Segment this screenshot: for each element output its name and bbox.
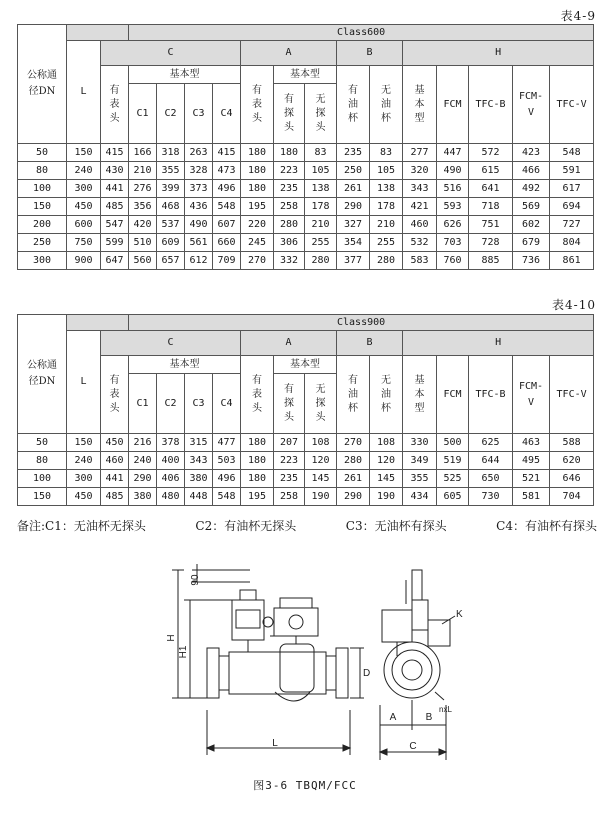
table-cell: 605 — [437, 488, 469, 506]
table-cell: 599 — [101, 234, 129, 252]
table-cell: 280 — [337, 452, 370, 470]
table-cell: 492 — [513, 180, 550, 198]
table-cell: 277 — [403, 144, 437, 162]
table-cell: 223 — [274, 452, 305, 470]
table-row — [18, 180, 594, 198]
table-cell: 466 — [513, 162, 550, 180]
table-cell: 320 — [403, 162, 437, 180]
table-cell: 380 — [129, 488, 157, 506]
table-cell: 356 — [129, 198, 157, 216]
table-cell: 626 — [437, 216, 469, 234]
table-cell: 525 — [437, 470, 469, 488]
table-cell: 736 — [513, 252, 550, 270]
header-c3: C3 — [185, 84, 213, 144]
table-body — [18, 434, 594, 506]
table-cell: 261 — [337, 470, 370, 488]
header-c2: C2 — [157, 374, 185, 434]
table-cell: 679 — [513, 234, 550, 252]
header-c-basic: 基本型 — [129, 66, 241, 84]
table-cell: 332 — [274, 252, 305, 270]
table-cell: 210 — [370, 216, 403, 234]
dim-d: D — [363, 668, 371, 679]
table-cell: 180 — [241, 144, 274, 162]
table-cell: 210 — [305, 216, 337, 234]
table-cell: 250 — [18, 234, 67, 252]
table-cell: 434 — [403, 488, 437, 506]
table-cell: 315 — [185, 434, 213, 452]
header-tfc-v: TFC-V — [550, 66, 594, 144]
class-title: Class600 — [129, 25, 594, 41]
table-cell: 138 — [370, 180, 403, 198]
table-cell: 885 — [469, 252, 513, 270]
table-cell: 50 — [18, 144, 67, 162]
table-cell: 519 — [437, 452, 469, 470]
header-c: C — [101, 331, 241, 356]
table-cell: 354 — [337, 234, 370, 252]
table-cell: 300 — [67, 470, 101, 488]
table-cell: 441 — [101, 180, 129, 198]
table-cell: 328 — [185, 162, 213, 180]
table-cell: 516 — [437, 180, 469, 198]
table-cell: 548 — [213, 198, 241, 216]
table-cell: 250 — [337, 162, 370, 180]
table-cell: 450 — [101, 434, 129, 452]
table-cell: 195 — [241, 198, 274, 216]
header-fcm: FCM — [437, 356, 469, 434]
table-cell: 420 — [129, 216, 157, 234]
table-cell: 569 — [513, 198, 550, 216]
table-cell: 537 — [157, 216, 185, 234]
table-cell: 240 — [67, 162, 101, 180]
header-c2: C2 — [157, 84, 185, 144]
table-cell: 532 — [403, 234, 437, 252]
table-cell: 290 — [337, 488, 370, 506]
header-c-basic: 基本型 — [129, 356, 241, 374]
table-cell: 166 — [129, 144, 157, 162]
header-a-gauge: 有表头 — [241, 356, 274, 434]
table-cell: 245 — [241, 234, 274, 252]
table-cell: 602 — [513, 216, 550, 234]
table-cell: 503 — [213, 452, 241, 470]
table-cell: 270 — [337, 434, 370, 452]
table-cell: 430 — [101, 162, 129, 180]
table-row — [18, 452, 594, 470]
table-cell: 600 — [67, 216, 101, 234]
header-c-gauge: 有表头 — [101, 356, 129, 434]
table-cell: 460 — [403, 216, 437, 234]
header-h: H — [403, 41, 594, 66]
table-cell: 760 — [437, 252, 469, 270]
table-cell: 258 — [274, 198, 305, 216]
table-row — [18, 434, 594, 452]
header-dn: 公称通径DN — [18, 25, 67, 144]
dim-l: L — [272, 738, 278, 749]
table-cell: 436 — [185, 198, 213, 216]
table-cell: 727 — [550, 216, 594, 234]
table-cell: 415 — [213, 144, 241, 162]
table-cell: 180 — [241, 162, 274, 180]
header-b-oil: 有油杯 — [337, 66, 370, 144]
table-cell: 485 — [101, 488, 129, 506]
table-cell: 548 — [550, 144, 594, 162]
table-cell: 641 — [469, 180, 513, 198]
table-cell: 477 — [213, 434, 241, 452]
table-cell: 460 — [101, 452, 129, 470]
table-cell: 709 — [213, 252, 241, 270]
table-cell: 521 — [513, 470, 550, 488]
table-cell: 180 — [274, 144, 305, 162]
table-cell: 625 — [469, 434, 513, 452]
header-h-basic: 基本型 — [403, 66, 437, 144]
class-title: Class900 — [129, 315, 594, 331]
table-row — [18, 144, 594, 162]
table-cell: 150 — [67, 434, 101, 452]
table-cell: 450 — [67, 198, 101, 216]
table-row — [18, 216, 594, 234]
table-cell: 441 — [101, 470, 129, 488]
header-b-oil: 有油杯 — [337, 356, 370, 434]
table-cell: 373 — [185, 180, 213, 198]
table-cell: 399 — [157, 180, 185, 198]
header-a-gauge: 有表头 — [241, 66, 274, 144]
table-cell: 276 — [129, 180, 157, 198]
header-tfc-v: TFC-V — [550, 356, 594, 434]
table-cell: 607 — [213, 216, 241, 234]
header-dn: 公称通径DN — [18, 315, 67, 434]
table-cell: 145 — [370, 470, 403, 488]
table-cell: 704 — [550, 488, 594, 506]
dim-b: B — [425, 712, 433, 723]
header-l: L — [67, 331, 101, 434]
table-cell: 861 — [550, 252, 594, 270]
table-cell: 150 — [18, 198, 67, 216]
table-cell: 660 — [213, 234, 241, 252]
table-cell: 703 — [437, 234, 469, 252]
table-cell: 120 — [305, 452, 337, 470]
table-cell: 415 — [101, 144, 129, 162]
table-row — [18, 252, 594, 270]
table-cell: 380 — [185, 470, 213, 488]
table-cell: 496 — [213, 470, 241, 488]
header-b-nooil: 无油杯 — [370, 66, 403, 144]
table-cell: 750 — [67, 234, 101, 252]
dim-h1: H1 — [178, 645, 189, 659]
table-cell: 263 — [185, 144, 213, 162]
table-cell: 510 — [129, 234, 157, 252]
table-cell: 108 — [305, 434, 337, 452]
table-cell: 547 — [101, 216, 129, 234]
header-fcm-v: FCM-V — [513, 356, 550, 434]
table-cell: 644 — [469, 452, 513, 470]
dim-h: H — [166, 634, 177, 642]
header-tfc-b: TFC-B — [469, 66, 513, 144]
table-cell: 330 — [403, 434, 437, 452]
header-a: A — [241, 331, 337, 356]
header-a: A — [241, 41, 337, 66]
table-cell: 290 — [129, 470, 157, 488]
header-c1: C1 — [129, 84, 157, 144]
table-cell: 300 — [18, 252, 67, 270]
label-k: K — [456, 609, 463, 620]
table-cell: 490 — [437, 162, 469, 180]
table-cell: 180 — [241, 434, 274, 452]
table-cell: 473 — [213, 162, 241, 180]
table-cell: 100 — [18, 180, 67, 198]
table-cell: 255 — [305, 234, 337, 252]
table-cell: 190 — [370, 488, 403, 506]
figure-caption: 图3-6 TBQM/FCC — [253, 779, 357, 792]
table-cell: 900 — [67, 252, 101, 270]
table-cell: 100 — [18, 470, 67, 488]
table-cell: 480 — [157, 488, 185, 506]
footnote-item-3: C3：无油杯有探头 — [345, 519, 447, 533]
table-cell: 468 — [157, 198, 185, 216]
table-cell: 240 — [67, 452, 101, 470]
header-h-basic: 基本型 — [403, 356, 437, 434]
table-cell: 378 — [157, 434, 185, 452]
footnote-item-1: 备注:C1：无油杯无探头 — [17, 519, 146, 533]
table-cell: 178 — [305, 198, 337, 216]
table-cell: 150 — [67, 144, 101, 162]
table-cell: 80 — [18, 452, 67, 470]
table-cell: 180 — [241, 452, 274, 470]
table-cell: 657 — [157, 252, 185, 270]
table-body — [18, 144, 594, 270]
label-nxl: nxL — [439, 705, 452, 714]
header-b: B — [337, 331, 403, 356]
table-cell: 400 — [157, 452, 185, 470]
table-cell: 300 — [67, 180, 101, 198]
table-cell: 145 — [305, 470, 337, 488]
table-cell: 694 — [550, 198, 594, 216]
header-fcm: FCM — [437, 66, 469, 144]
table-cell: 650 — [469, 470, 513, 488]
table-row — [18, 470, 594, 488]
table-cell: 178 — [370, 198, 403, 216]
table-cell: 240 — [129, 452, 157, 470]
table-cell: 463 — [513, 434, 550, 452]
table-cell: 105 — [305, 162, 337, 180]
table-cell: 609 — [157, 234, 185, 252]
table-cell: 646 — [550, 470, 594, 488]
table-cell: 591 — [550, 162, 594, 180]
table-cell: 572 — [469, 144, 513, 162]
table-cell: 406 — [157, 470, 185, 488]
table-cell: 490 — [185, 216, 213, 234]
table-cell: 327 — [337, 216, 370, 234]
header-c3: C3 — [185, 374, 213, 434]
spec-table-class600 — [17, 24, 594, 270]
table-cell: 561 — [185, 234, 213, 252]
table-cell: 216 — [129, 434, 157, 452]
table-cell: 50 — [18, 434, 67, 452]
table-cell: 447 — [437, 144, 469, 162]
table-cell: 647 — [101, 252, 129, 270]
header-fcm-v: FCM-V — [513, 66, 550, 144]
table-cell: 730 — [469, 488, 513, 506]
header-a-noprobe: 无探头 — [305, 84, 337, 144]
table-cell: 190 — [305, 488, 337, 506]
table-cell: 180 — [241, 470, 274, 488]
header-b-nooil: 无油杯 — [370, 356, 403, 434]
table-cell: 255 — [370, 234, 403, 252]
footnote-item-4: C4：有油杯有探头 — [496, 519, 597, 533]
table-cell: 583 — [403, 252, 437, 270]
header-a-basic: 基本型 — [274, 66, 337, 84]
valve-drawing — [150, 560, 470, 760]
table-cell: 150 — [18, 488, 67, 506]
table-cell: 581 — [513, 488, 550, 506]
table-cell: 728 — [469, 234, 513, 252]
table-cell: 318 — [157, 144, 185, 162]
table-cell: 450 — [67, 488, 101, 506]
table-cell: 223 — [274, 162, 305, 180]
table-cell: 718 — [469, 198, 513, 216]
table-cell: 804 — [550, 234, 594, 252]
table-cell: 207 — [274, 434, 305, 452]
header-b: B — [337, 41, 403, 66]
header-h: H — [403, 331, 594, 356]
dim-a: A — [389, 712, 397, 723]
table-cell: 612 — [185, 252, 213, 270]
table-cell: 548 — [213, 488, 241, 506]
table-cell: 290 — [337, 198, 370, 216]
footnote — [17, 517, 597, 534]
table-cell: 280 — [274, 216, 305, 234]
dim-c: C — [409, 741, 417, 752]
header-c-gauge: 有表头 — [101, 66, 129, 144]
header-a-noprobe: 无探头 — [305, 374, 337, 434]
table-cell: 195 — [241, 488, 274, 506]
table-cell: 105 — [370, 162, 403, 180]
footnote-item-2: C2：有油杯无探头 — [195, 519, 297, 533]
table-cell: 560 — [129, 252, 157, 270]
table-cell: 220 — [241, 216, 274, 234]
table-label: 表4-9 — [560, 9, 596, 23]
table-cell: 423 — [513, 144, 550, 162]
table-row — [18, 488, 594, 506]
table-cell: 496 — [213, 180, 241, 198]
table-cell: 349 — [403, 452, 437, 470]
table-cell: 615 — [469, 162, 513, 180]
table-cell: 593 — [437, 198, 469, 216]
spec-table-class900 — [17, 314, 594, 506]
table-cell: 80 — [18, 162, 67, 180]
table-cell: 200 — [18, 216, 67, 234]
table-row — [18, 198, 594, 216]
table-cell: 485 — [101, 198, 129, 216]
table-cell: 270 — [241, 252, 274, 270]
header-l: L — [67, 41, 101, 144]
table-cell: 180 — [241, 180, 274, 198]
table-cell: 355 — [157, 162, 185, 180]
table-cell: 343 — [403, 180, 437, 198]
table-cell: 258 — [274, 488, 305, 506]
table-cell: 280 — [370, 252, 403, 270]
table-cell: 588 — [550, 434, 594, 452]
header-tfc-b: TFC-B — [469, 356, 513, 434]
header-c1: C1 — [129, 374, 157, 434]
table-cell: 617 — [550, 180, 594, 198]
table-cell: 235 — [274, 180, 305, 198]
table-cell: 138 — [305, 180, 337, 198]
header-c4: C4 — [213, 374, 241, 434]
table-cell: 83 — [305, 144, 337, 162]
header-a-probe: 有探头 — [274, 84, 305, 144]
table-cell: 495 — [513, 452, 550, 470]
table-cell: 421 — [403, 198, 437, 216]
table-cell: 751 — [469, 216, 513, 234]
header-a-basic: 基本型 — [274, 356, 337, 374]
table-cell: 235 — [337, 144, 370, 162]
table-cell: 210 — [129, 162, 157, 180]
table-cell: 500 — [437, 434, 469, 452]
table-cell: 120 — [370, 452, 403, 470]
header-a-probe: 有探头 — [274, 374, 305, 434]
table-cell: 377 — [337, 252, 370, 270]
table-cell: 343 — [185, 452, 213, 470]
table-label: 表4-10 — [552, 298, 596, 312]
table-cell: 83 — [370, 144, 403, 162]
table-cell: 280 — [305, 252, 337, 270]
table-row — [18, 234, 594, 252]
table-cell: 261 — [337, 180, 370, 198]
header-c4: C4 — [213, 84, 241, 144]
header-c: C — [101, 41, 241, 66]
table-row — [18, 162, 594, 180]
table-cell: 235 — [274, 470, 305, 488]
table-cell: 108 — [370, 434, 403, 452]
dim-90: 90 — [190, 574, 201, 586]
table-cell: 355 — [403, 470, 437, 488]
table-cell: 306 — [274, 234, 305, 252]
table-cell: 448 — [185, 488, 213, 506]
table-cell: 620 — [550, 452, 594, 470]
